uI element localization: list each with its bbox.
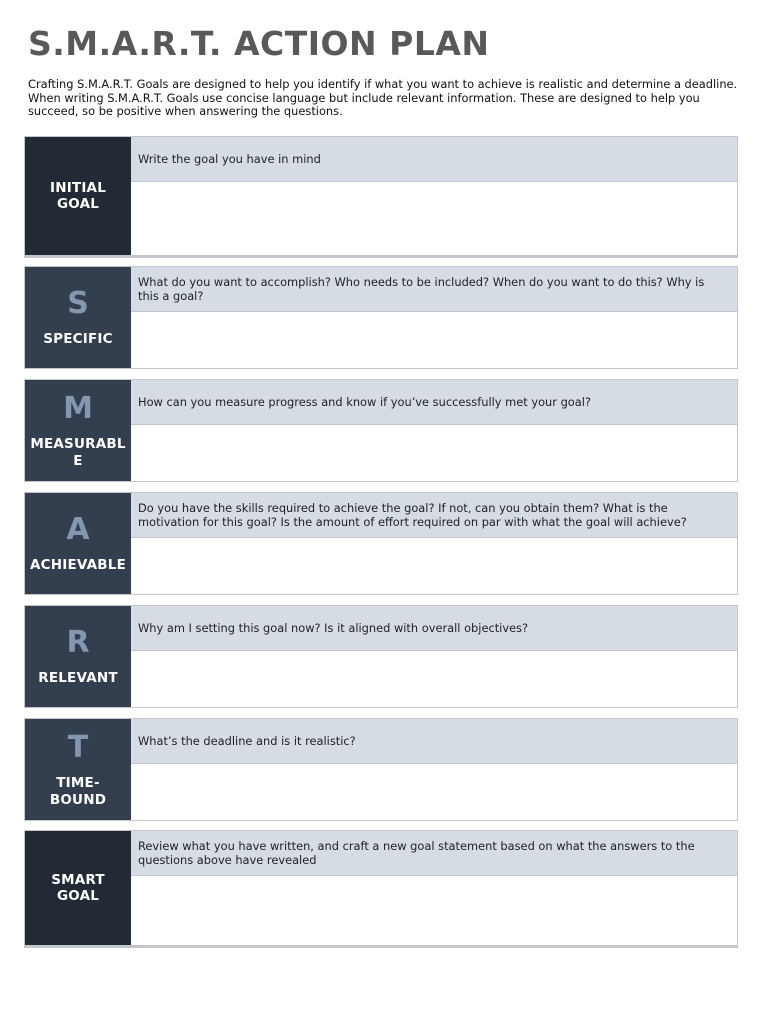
specific-answer-field[interactable] xyxy=(131,312,737,368)
timebound-answer-field[interactable] xyxy=(131,764,737,820)
achievable-label: ACHIEVABLE xyxy=(30,557,126,574)
achievable-section xyxy=(24,492,738,595)
page-title: S.M.A.R.T. ACTION PLAN xyxy=(28,24,490,63)
smart-goal-label-cell xyxy=(25,831,131,945)
relevant-answer-field[interactable] xyxy=(131,651,737,707)
intro-paragraph: Crafting S.M.A.R.T. Goals are designed to help you identify if what you want to achieve is realistic and determine a deadline. When writing S.M.A.R.T. Goals use concise language but include relevant information. These are designed to help you succeed, so be positive when answering the questions. xyxy=(28,77,738,119)
timebound-section xyxy=(24,718,738,821)
relevant-section xyxy=(24,605,738,708)
achievable-prompt: Do you have the skills required to achieve the goal? If not, can you obtain them? What is the motivation for this goal? Is the amount of effort required on par with what the goal will achieve? xyxy=(131,493,737,538)
smart-goal-answer-field[interactable] xyxy=(131,876,737,945)
relevant-label-cell xyxy=(25,606,131,707)
initial-goal-label-cell xyxy=(25,137,131,255)
specific-label: SPECIFIC xyxy=(43,331,113,348)
specific-section xyxy=(24,266,738,369)
achievable-letter: A xyxy=(66,512,90,548)
initial-goal-prompt: Write the goal you have in mind xyxy=(131,137,737,182)
initial-goal-answer-field[interactable] xyxy=(131,182,737,255)
relevant-label: RELEVANT xyxy=(38,670,118,687)
measurable-label-cell xyxy=(25,380,131,481)
timebound-prompt: What’s the deadline and is it realistic? xyxy=(131,719,737,764)
smart-goal-prompt: Review what you have written, and craft a new goal statement based on what the answers to the questions above have revealed xyxy=(131,831,737,876)
measurable-answer-field[interactable] xyxy=(131,425,737,481)
measurable-section xyxy=(24,379,738,482)
achievable-answer-field[interactable] xyxy=(131,538,737,594)
specific-label-cell xyxy=(25,267,131,368)
timebound-label-cell xyxy=(25,719,131,820)
achievable-label-cell xyxy=(25,493,131,594)
specific-letter: S xyxy=(67,286,89,322)
specific-prompt: What do you want to accomplish? Who needs to be included? When do you want to do this? Why is this a goal? xyxy=(131,267,737,312)
measurable-prompt: How can you measure progress and know if you’ve successfully met your goal? xyxy=(131,380,737,425)
smart-goal-section xyxy=(24,830,738,948)
timebound-label: TIME-BOUND xyxy=(49,775,107,808)
relevant-prompt: Why am I setting this goal now? Is it aligned with overall objectives? xyxy=(131,606,737,651)
smart-goal-label: SMART GOAL xyxy=(51,871,105,904)
timebound-letter: T xyxy=(67,730,89,765)
initial-goal-label: INITIAL GOAL xyxy=(49,179,107,212)
initial-goal-section xyxy=(24,136,738,258)
measurable-letter: M xyxy=(63,391,93,426)
relevant-letter: R xyxy=(66,625,90,661)
measurable-label: MEASURABLE xyxy=(30,436,126,469)
